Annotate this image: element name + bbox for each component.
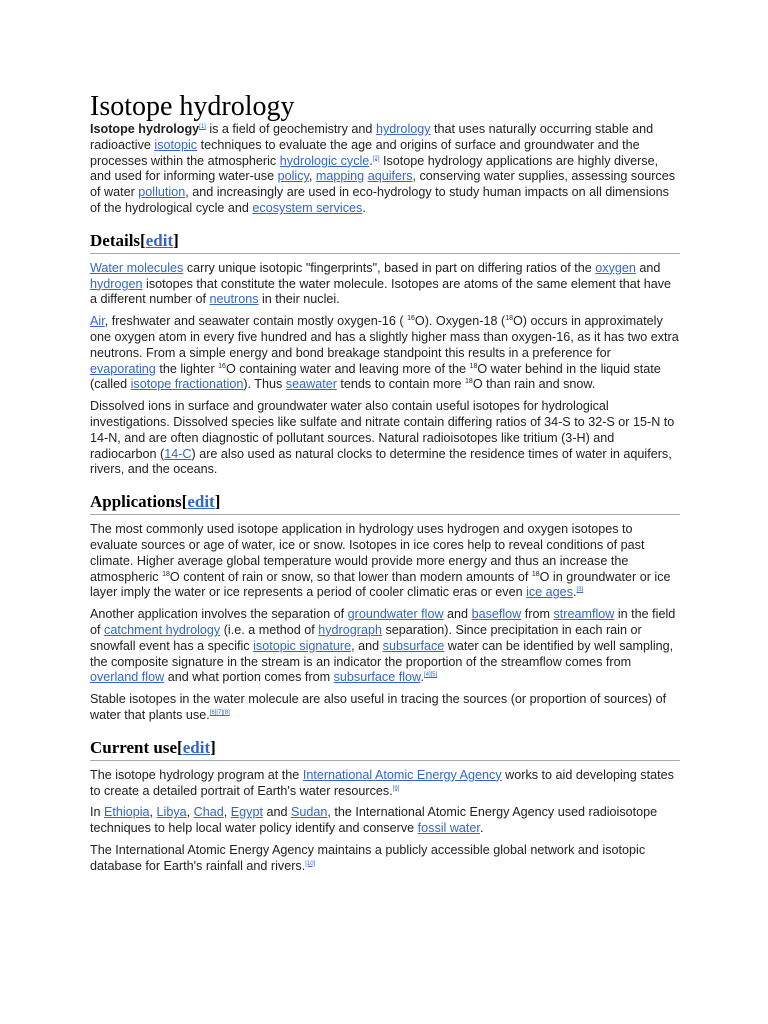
- ref-3-link[interactable]: [3]: [576, 587, 584, 594]
- ref-1-link[interactable]: [1]: [199, 123, 206, 130]
- link-14c[interactable]: 14-C: [164, 446, 192, 461]
- ref-1[interactable]: [199, 124, 206, 130]
- current-use-paragraph-2: In Ethiopia, Libya, Chad, Egypt and Sudan, the International Atomic Energy Agency used radioisotope techniques to help local water policy identify and conserve fossil water.: [90, 805, 658, 836]
- ref-10[interactable]: [305, 861, 315, 867]
- ref-2-link[interactable]: [2]: [372, 155, 380, 162]
- applications-paragraph-2: Another application involves the separation of groundwater flow and baseflow from streamflow in the field of catchment hydrology (i.e. a method of hydrograph separation). Since precipitation in each rain or snowfall event has a specific isotopic signature, and subsurface water can be identified by well sampling, the composite signature in the stream is an indicator the proportion of the streamflow comes from overland flow and what portion comes from subsurface flow.[4][5]: [90, 607, 676, 685]
- link-evaporating[interactable]: evaporating: [90, 361, 156, 376]
- link-mapping[interactable]: mapping: [315, 169, 365, 184]
- link-oxygen[interactable]: oxygen: [595, 260, 636, 275]
- link-streamflow[interactable]: streamflow: [553, 607, 615, 622]
- link-isotope-fractionation[interactable]: isotope fractionation: [130, 377, 244, 392]
- ref-5[interactable]: [431, 672, 438, 678]
- link-ethiopia[interactable]: Ethiopia: [104, 805, 150, 820]
- link-seawater[interactable]: seawater: [285, 377, 337, 392]
- link-aquifers[interactable]: aquifers: [367, 169, 413, 184]
- link-libya[interactable]: Libya: [156, 805, 187, 820]
- ref-5-link[interactable]: [5]: [430, 672, 438, 679]
- link-air[interactable]: Air: [90, 314, 105, 329]
- link-water-molecules[interactable]: Water molecules: [90, 260, 184, 275]
- link-egypt[interactable]: Egypt: [230, 805, 263, 820]
- link-iaea[interactable]: International Atomic Energy Agency: [302, 767, 502, 782]
- ref-4[interactable]: [424, 672, 431, 678]
- link-sudan[interactable]: Sudan: [290, 805, 328, 820]
- link-hydrograph[interactable]: hydrograph: [318, 622, 382, 637]
- ref-4-link[interactable]: [4]: [423, 672, 431, 679]
- link-hydrologic-cycle[interactable]: hydrologic cycle: [279, 153, 370, 168]
- applications-paragraph-3: Stable isotopes in the water molecule are also useful in tracing the sources (or proportion of sources) of water that plants use.[6][7][8]: [90, 692, 667, 722]
- heading-details: Details[edit]: [90, 230, 680, 254]
- link-subsurface-flow[interactable]: subsurface flow: [333, 670, 421, 685]
- details-paragraph-2: Air, freshwater and seawater contain mostly oxygen-16 ( $^{16}$O). Oxygen-18 ($^{18}$O) occurs in approximately one oxygen atom in every five hundred and has a slightly higher mass than oxygen-16, as it has two extra neutrons. From a simple energy and bond breakage standpoint this results in a preference for evaporating the lighter $^{16}$O containing water and leaving more of the $^{18}$O water behind in the liquid state (called isotope fractionation). Thus seawater tends to contain more $^{18}$O than rain and snow.: [90, 314, 679, 392]
- link-hydrogen[interactable]: hydrogen: [90, 276, 143, 291]
- link-catchment-hydrology[interactable]: catchment hydrology: [104, 622, 221, 637]
- ref-9[interactable]: [393, 785, 400, 791]
- ref-7-link[interactable]: [7]: [216, 709, 224, 716]
- link-isotopic-signature[interactable]: isotopic signature: [253, 638, 352, 653]
- details-paragraph-1: Water molecules carry unique isotopic "fingerprints", based in part on differing ratios of the oxygen and hydrogen isotopes that constitute the water molecule. Isotopes are atoms of the same element that have a different number of neutrons in their nuclei.: [90, 260, 672, 307]
- heading-current-use: Current use[edit]: [90, 737, 680, 761]
- intro-paragraph: Isotope hydrology[1] is a field of geochemistry and hydrology that uses naturally occurring stable and radioactive isotopic techniques to evaluate the age and origins of surface and groundwater and the processes within the atmospheric hydrologic cycle.[2] Isotope hydrology applications are highly diverse, and used for informing water-use policy, mapping aquifers, conserving water supplies, assessing sources of water pollution, and increasingly are used in eco-hydrology to study human impacts on all dimensions of the hydrological cycle and ecosystem services.: [90, 122, 675, 215]
- details-paragraph-3: Dissolved ions in surface and groundwater water also contain useful isotopes for hydrological investigations. Dissolved species like sulfate and nitrate contain differing ratios of 34-S to 32-S or 15-N to 14-N, and are often diagnostic of pollutant sources. Natural radioisotopes like tritium (3-H) and radiocarbon (14-C) are also used as natural clocks to determine the residence times of water in aquifers, rivers, and the oceans.: [90, 399, 675, 477]
- link-subsurface[interactable]: subsurface: [382, 638, 445, 653]
- page-title: Isotope hydrology: [90, 91, 295, 122]
- link-hydrology[interactable]: hydrology: [375, 122, 431, 136]
- applications-paragraph-1: The most commonly used isotope application in hydrology uses hydrogen and oxygen isotopes to evaluate sources or age of water, ice or snow. Isotopes in ice cores help to reveal conditions of past climate. Higher average global temperature would provide more energy and thus an increase the atmospheric $^{18}$O content of rain or snow, so that lower than modern amounts of $^{18}$O in groundwater or ice layer imply the water or ice represents a period of cooler climatic eras or even ice ages.[3]: [90, 522, 671, 600]
- edit-applications-link[interactable]: edit: [187, 492, 215, 512]
- current-use-paragraph-3: The International Atomic Energy Agency maintains a publicly accessible global network and isotopic database for Earth's rainfall and rivers.[10]: [90, 842, 646, 873]
- ref-3[interactable]: [577, 587, 584, 593]
- link-overland-flow[interactable]: overland flow: [90, 670, 165, 685]
- link-chad[interactable]: Chad: [193, 805, 224, 820]
- bold-term: Isotope hydrology: [90, 122, 200, 136]
- link-ecosystem-services[interactable]: ecosystem services: [252, 200, 363, 215]
- ref-6-link[interactable]: [6]: [209, 709, 217, 716]
- link-fossil-water[interactable]: fossil water: [417, 821, 480, 836]
- ref-8[interactable]: [223, 710, 230, 716]
- link-baseflow[interactable]: baseflow: [471, 607, 522, 622]
- link-policy[interactable]: policy: [277, 169, 309, 184]
- ref-9-link[interactable]: [9]: [392, 785, 400, 792]
- link-groundwater-flow[interactable]: groundwater flow: [347, 607, 444, 622]
- edit-details-link[interactable]: edit: [145, 230, 174, 250]
- link-ice-ages[interactable]: ice ages: [526, 585, 573, 600]
- link-neutrons[interactable]: neutrons: [209, 292, 259, 307]
- link-isotopic[interactable]: isotopic: [154, 137, 198, 152]
- heading-applications: Applications[edit]: [90, 491, 680, 515]
- link-pollution[interactable]: pollution: [138, 185, 186, 200]
- edit-current-use-link[interactable]: edit: [182, 737, 211, 757]
- article: [90, 90, 680, 880]
- ref-8-link[interactable]: [8]: [223, 709, 230, 716]
- ref-10-link[interactable]: [10]: [305, 860, 316, 867]
- current-use-paragraph-1: The isotope hydrology program at the International Atomic Energy Agency works to aid developing states to create a detailed portrait of Earth's water resources.[9]: [90, 767, 674, 798]
